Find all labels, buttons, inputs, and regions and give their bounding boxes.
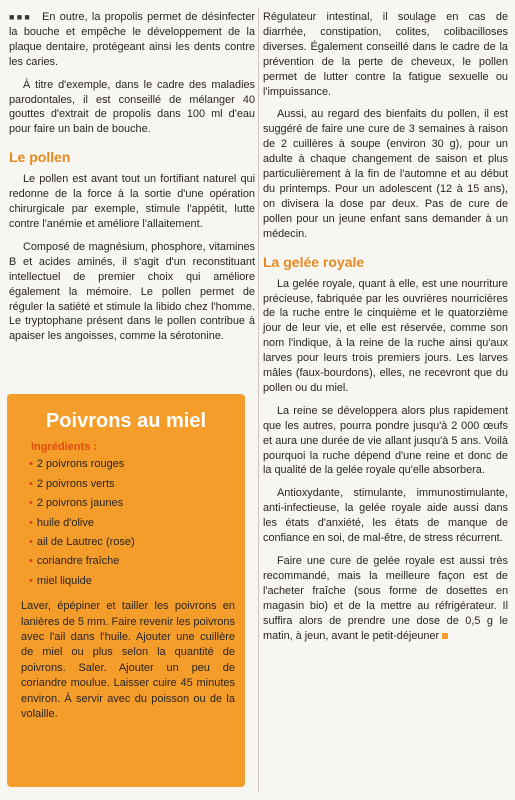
ingredients-list [21,457,235,589]
bullet-icon: • [29,555,33,568]
column-divider [258,8,259,793]
pollen-paragraph-1: Le pollen est avant tout un fortifiant naturel qui redonne de la force à la sortie d'une opération chirurgicale par exemple, stimule l'appétit, lutte contre l'anémie et améliore l'allaitement. [9,173,255,230]
ingredients-label: Ingrédients : [31,441,98,453]
bullet-icon: • [29,516,33,529]
list-item: • miel liquide [29,574,92,587]
pollen-paragraph-2: Composé de magnésium, phosphore, vitamines B et acides aminés, il s'agit d'un reconstituant intellectuel de premier choix qui améliore également la mémoire. Le pollen permet de réguler la satiété et stimule la libido chez l'homme. Le tryptophane présent dans le pollen contribue à apaiser les angoisses, comme la sérotonine. [9,240,255,343]
bullet-icon: • [29,477,33,490]
recipe-instructions: Laver, épépiner et tailler les poivrons en lanières de 5 mm. Faire revenir les poivrons avec l'ail dans l'huile. Ajouter une cuillère de miel ou plus selon la quantité de poivrons. Saler. Ajouter un peu de coriandre moulue. Laisser cuire 45 minutes environ. À servir avec du poisson ou de la volaille. [21,600,235,721]
intro-paragraph-1: ■■■ En outre, la propolis permet de désinfecter la bouche et empêche le développement de la plaque dentaire, protégeant ainsi les dents contre les caries. [9,11,255,68]
bullet-icon: • [29,497,33,510]
bullet-icon: • [29,536,33,549]
recipe-box [7,394,245,787]
list-item: • 2 poivrons rouges [29,458,125,471]
royal-jelly-paragraph-4: Faire une cure de gelée royale est aussi très recommandé, mais la meilleure façon est de l'acheter fraîche (sous forme de dosettes en magasin bio) et de la mettre au réfrigérateur. Il suffira alors de prendre une dose de 0,5 g le matin, à jeun, avant le petit-déjeuner [263,555,508,642]
heading-royal-jelly: La gelée royale [263,253,365,270]
bullet-icon: • [29,574,33,587]
left-column [9,10,255,352]
royal-jelly-paragraph-1: La gelée royale, quant à elle, est une nourriture précieuse, fabriquée par les ouvrières nourricières de la ruche entre le cinquième et le quatorzième jour de leur vie, et elle est réservée, comme son nom l'indique, à la reine de la ruche ainsi qu'aux larves pour leurs trois premiers jours. Les larves mâles (faux-bourdons), elles, ne recevront que du pollen ou du miel. [263,277,508,394]
heading-pollen: Le pollen [9,149,71,166]
royal-jelly-paragraph-3: Antioxydante, stimulante, immunostimulante, anti-infectieuse, la gelée royale aide aussi dans les états d'anxiété, les états de manque de confiance en soi, de mal-être, de stress récurrent. [263,487,508,545]
recipe-content [21,440,235,723]
list-item: • ail de Lautrec (rose) [29,536,135,549]
list-item: • huile d'olive [29,516,94,529]
right-column [263,10,508,651]
bullet-icon: • [29,458,33,471]
intro-paragraph-2: À titre d'exemple, dans le cadre des maladies parodontales, il est conseillé de mélanger 40 gouttes d'extrait de propolis dans 100 ml d'eau pour faire un bain de bouche. [9,78,255,136]
list-item: • coriandre fraîche [29,555,120,568]
list-item: • 2 poivrons verts [29,477,115,490]
end-of-article-icon [442,633,448,639]
section-marker: ■■■ [9,12,33,22]
pollen-paragraph-4: Aussi, au regard des bienfaits du pollen, il est suggéré de faire une cure de 3 semaines à raison de 2 cuillères à soupe (environ 30 g), pour un adulte à chaque changement de saison et plus particulièrement à la fin de l'automne et au début du printemps. Pour un adolescent (12 à 15 ans), on divisera la dose par deux. Pas de cure de pollen pour un jeune enfant sans demander à un médecin. [263,108,508,240]
pollen-paragraph-3: Régulateur intestinal, il soulage en cas de diarrhée, constipation, colites, colibacilloses diverses. Également conseillé dans le cadre de la prévention de la perte de cheveux, le pollen permet de lutter contre la fatigue sexuelle ou l'impuissance. [263,11,508,98]
list-item: • 2 poivrons jaunes [29,497,124,510]
recipe-title: Poivrons au miel [45,410,207,432]
royal-jelly-paragraph-2: La reine se développera alors plus rapidement que les autres, pourra pondre jusqu'à 2 000 œufs et aura une durée de vie allant jusqu'à 5 ans. Voilà pourquoi la ruche dépend d'une reine et donc de la qualité de la gelée royale qu'elle absorbera. [263,404,508,477]
